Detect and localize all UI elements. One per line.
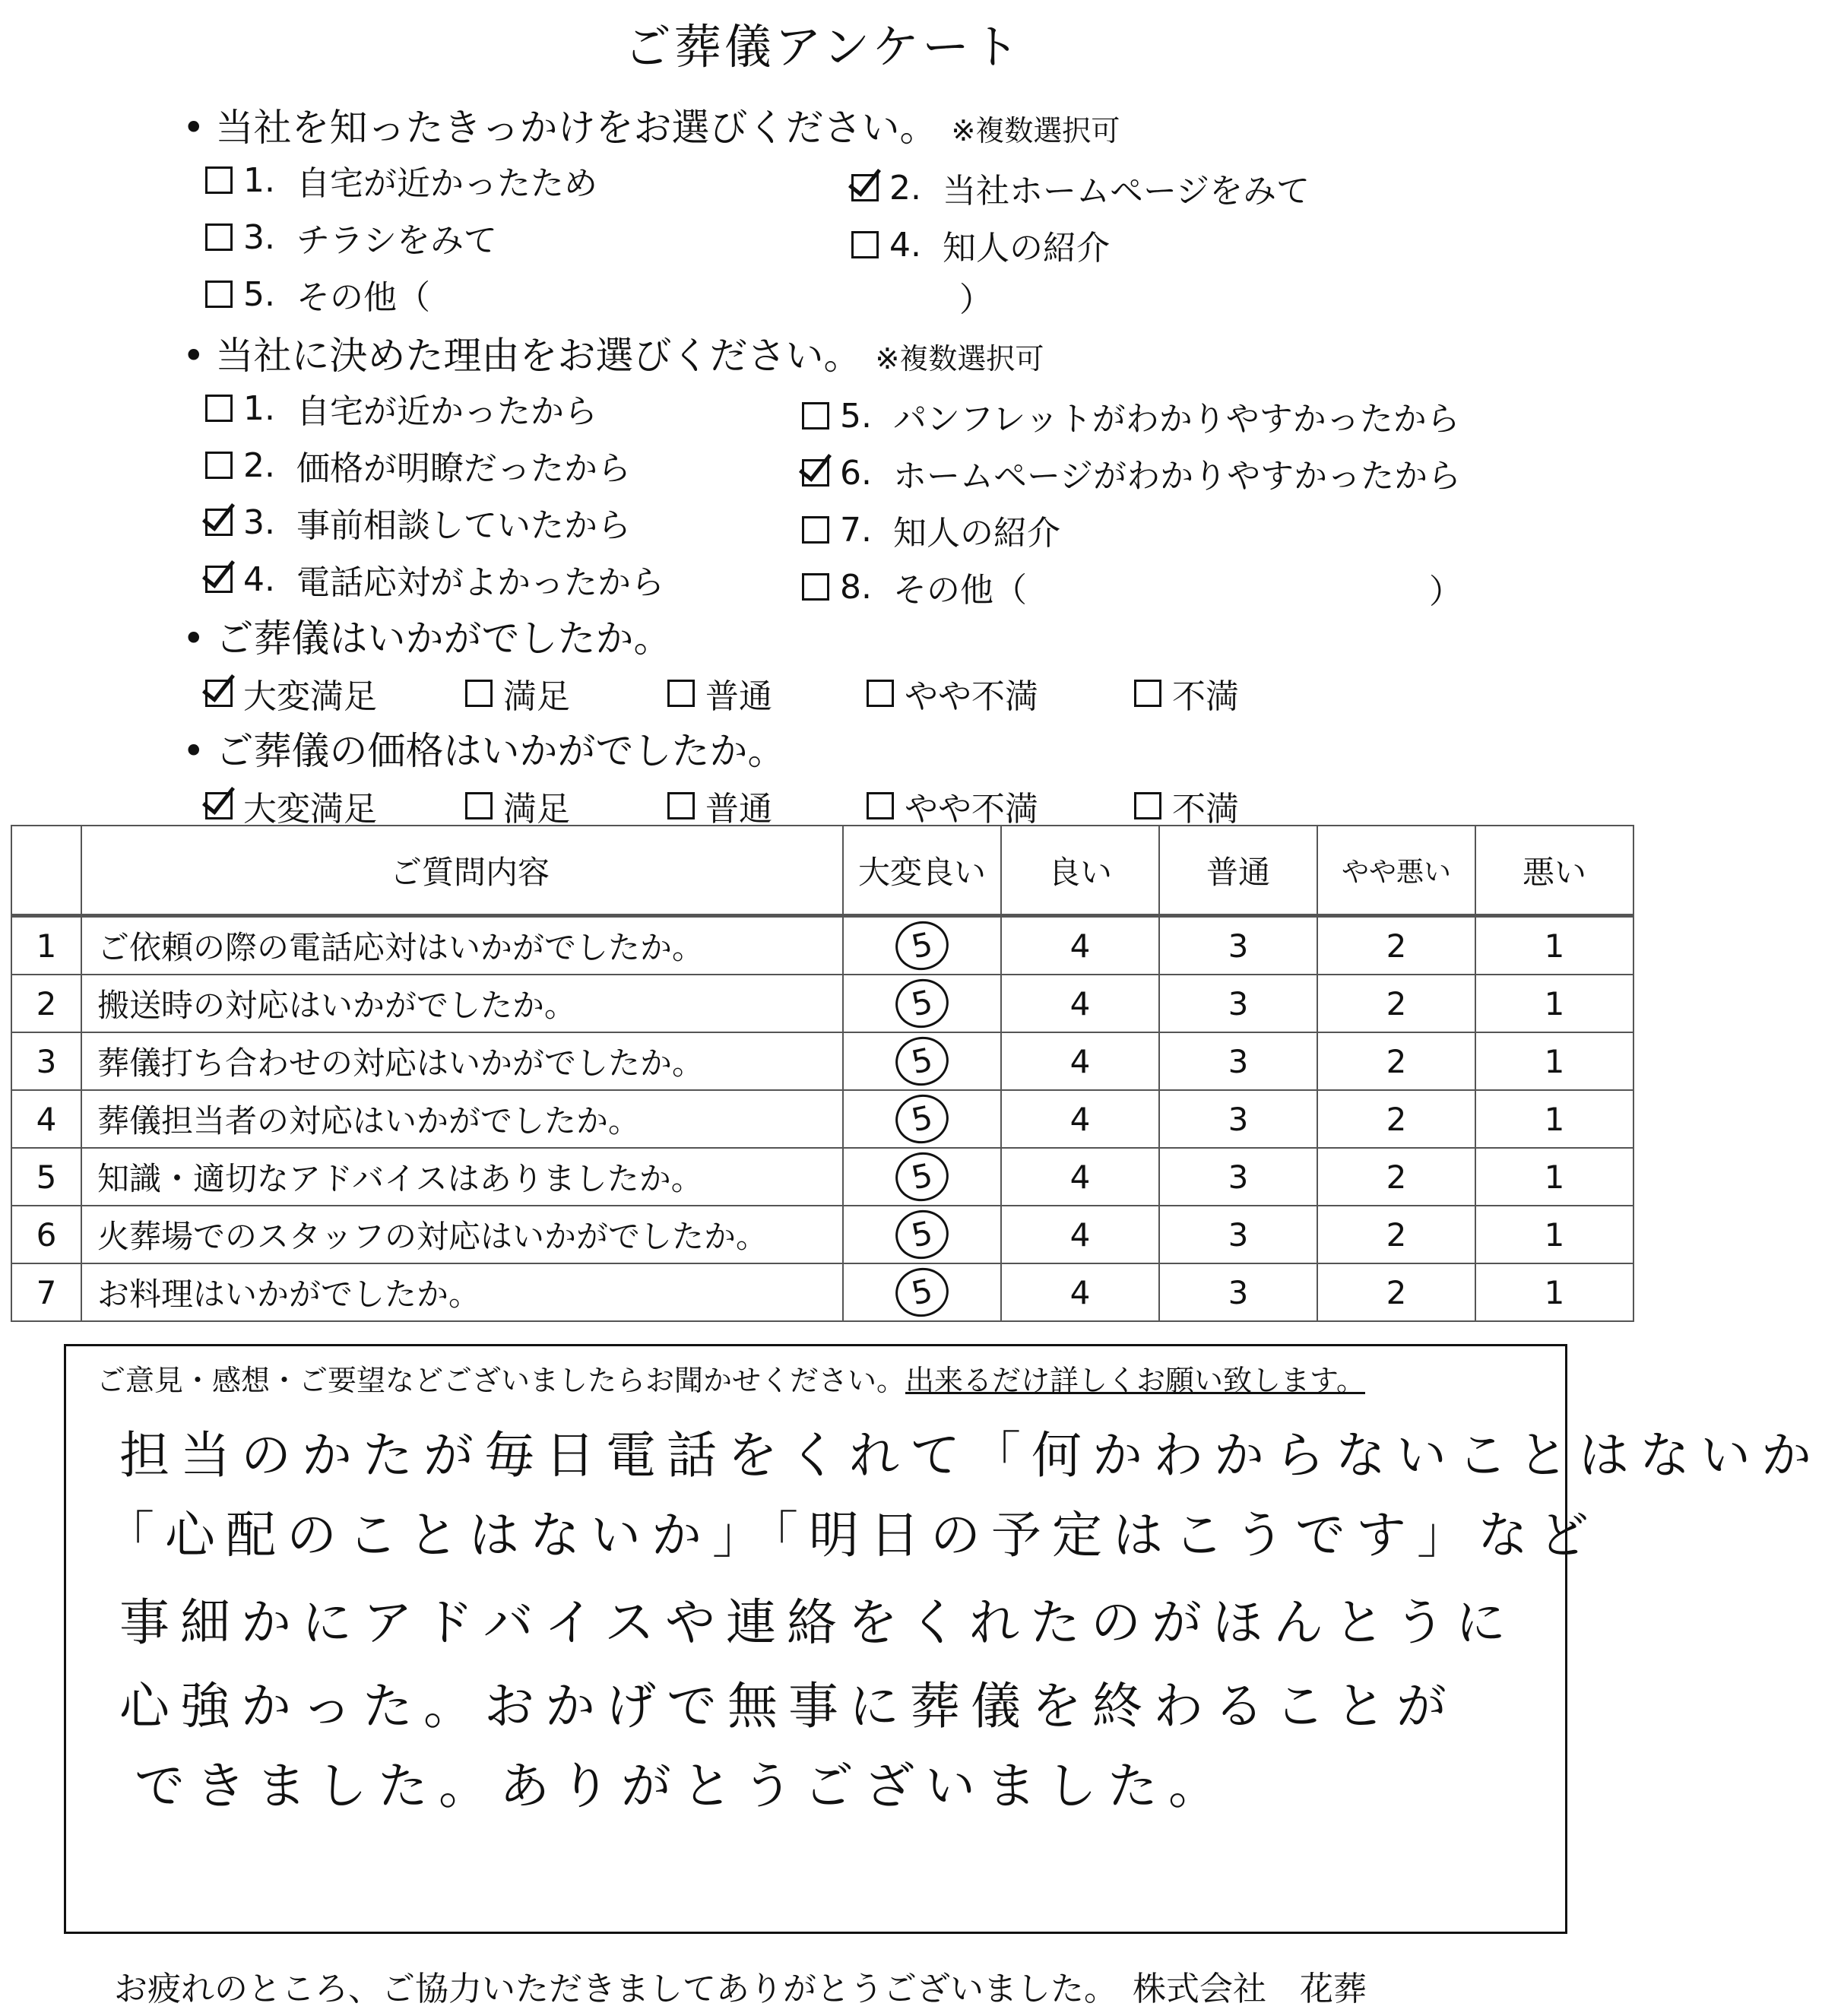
score-cell[interactable] xyxy=(1317,1032,1475,1090)
option-q4-2[interactable] xyxy=(465,781,570,830)
handwritten-line: できました。ありがとうございました。 xyxy=(135,1757,1229,1815)
option-number: 5. xyxy=(840,396,872,436)
score-value: 3 xyxy=(1228,1273,1249,1311)
option-number: 1. xyxy=(243,388,275,428)
option-label: 普通 xyxy=(705,677,772,716)
question-funeral-satisfaction xyxy=(182,608,672,663)
score-cell[interactable] xyxy=(1317,975,1475,1032)
option-label: 大変満足 xyxy=(243,790,377,829)
score-value: 1 xyxy=(1544,927,1565,965)
option-q2-8[interactable] xyxy=(802,563,1027,611)
checkbox[interactable] xyxy=(465,792,493,819)
score-cell[interactable] xyxy=(1475,1032,1633,1090)
row-number: 2 xyxy=(11,975,81,1032)
score-value: 2 xyxy=(1386,1100,1407,1138)
multi-select-note: ※複数選択可 xyxy=(951,114,1120,147)
score-cell[interactable] xyxy=(1159,1206,1317,1263)
score-cell[interactable] xyxy=(1001,1090,1159,1148)
checkbox[interactable] xyxy=(1134,792,1161,819)
bullet: • xyxy=(182,334,205,378)
option-number: 2. xyxy=(243,445,275,485)
score-value: 2 xyxy=(1386,984,1407,1022)
option-q3-4[interactable] xyxy=(867,669,1038,718)
handwritten-line: 「心配のことはないか」「明日の予定はこうです」など xyxy=(104,1506,1599,1564)
option-q1-3[interactable] xyxy=(205,213,497,262)
score-cell[interactable] xyxy=(843,1148,1001,1206)
header-question: ご質問内容 xyxy=(81,826,843,916)
score-selected: 5 xyxy=(891,1147,953,1206)
row-question: 知識・適切なアドバイスはありましたか。 xyxy=(81,1148,843,1206)
option-number: 4. xyxy=(889,225,921,265)
option-number: 8. xyxy=(840,567,872,607)
table-row xyxy=(11,916,1633,975)
checkbox[interactable] xyxy=(867,792,894,819)
score-cell[interactable] xyxy=(843,975,1001,1032)
option-number: 6. xyxy=(840,453,872,493)
table-row xyxy=(11,1148,1633,1206)
question-how-found xyxy=(182,97,1120,152)
option-label: 自宅が近かったため xyxy=(296,164,597,203)
checkbox[interactable] xyxy=(851,174,879,201)
score-value: 2 xyxy=(1386,1216,1407,1254)
score-cell[interactable] xyxy=(1001,1148,1159,1206)
option-q2-5[interactable] xyxy=(802,391,1460,440)
score-selected: 5 xyxy=(891,1032,953,1090)
score-cell[interactable] xyxy=(843,1263,1001,1321)
score-cell[interactable] xyxy=(1001,975,1159,1032)
row-question: 火葬場でのスタッフの対応はいかがでしたか。 xyxy=(81,1206,843,1263)
score-cell[interactable] xyxy=(1159,975,1317,1032)
checkbox[interactable] xyxy=(802,516,829,544)
option-label: ホームページがわかりやすかったから xyxy=(892,457,1462,496)
score-value: 4 xyxy=(1069,1216,1091,1254)
checkbox[interactable] xyxy=(802,402,829,430)
table-row xyxy=(11,1032,1633,1090)
score-cell[interactable] xyxy=(1475,1090,1633,1148)
question-price-satisfaction xyxy=(182,721,786,775)
score-value: 3 xyxy=(1228,1216,1249,1254)
row-question: 葬儀担当者の対応はいかがでしたか。 xyxy=(81,1090,843,1148)
option-q2-7[interactable] xyxy=(802,506,1060,554)
score-cell[interactable] xyxy=(1317,1148,1475,1206)
table-header-row xyxy=(11,826,1633,916)
option-q2-1[interactable] xyxy=(205,384,597,433)
option-q2-6[interactable] xyxy=(802,449,1461,497)
option-q3-3[interactable] xyxy=(667,669,772,718)
score-value: 3 xyxy=(1228,984,1249,1022)
option-label: 満足 xyxy=(503,790,570,829)
handwritten-line: 事細かにアドバイスや連絡をくれたのがほんとうに xyxy=(119,1593,1517,1652)
option-q1-2[interactable] xyxy=(851,163,1310,212)
option-number: 3. xyxy=(243,502,275,542)
score-cell[interactable] xyxy=(1159,1263,1317,1321)
score-value: 3 xyxy=(1228,1100,1249,1138)
row-number: 3 xyxy=(11,1032,81,1090)
question-label: 当社を知ったきっかけをお選びください。 xyxy=(215,106,938,150)
handwritten-line: 心強かった。おかげで無事に葬儀を終わることが xyxy=(119,1677,1457,1735)
rating-table xyxy=(11,825,1634,1322)
option-label: やや不満 xyxy=(905,790,1038,829)
row-question: 搬送時の対応はいかがでしたか。 xyxy=(81,975,843,1032)
checkbox[interactable] xyxy=(867,680,894,707)
option-label: チラシをみて xyxy=(296,221,497,260)
score-cell[interactable] xyxy=(1475,1263,1633,1321)
score-selected: 5 xyxy=(891,1205,953,1263)
score-value: 1 xyxy=(1544,1158,1565,1196)
option-number: 4. xyxy=(243,559,275,599)
row-question: ご依頼の際の電話応対はいかがでしたか。 xyxy=(81,916,843,975)
option-number: 7. xyxy=(840,510,872,550)
option-label: その他（ xyxy=(892,571,1027,610)
company-name: 株式会社 花葬 xyxy=(1133,1970,1367,2008)
checkbox[interactable] xyxy=(205,281,233,308)
option-q3-2[interactable] xyxy=(465,669,570,718)
score-cell[interactable] xyxy=(1159,1148,1317,1206)
score-cell[interactable] xyxy=(1317,1263,1475,1321)
score-cell[interactable] xyxy=(1159,916,1317,975)
question-label: ご葬儀の価格はいかがでしたか。 xyxy=(215,729,786,773)
footer xyxy=(114,1961,1367,2010)
header-scale: 大変良い xyxy=(843,826,1001,916)
score-cell[interactable] xyxy=(1317,916,1475,975)
option-q1-4[interactable] xyxy=(851,220,1110,269)
other-close-paren: ） xyxy=(959,281,993,319)
header-scale: 悪い xyxy=(1475,826,1633,916)
score-value: 2 xyxy=(1386,927,1407,965)
header-scale: やや悪い xyxy=(1317,826,1475,916)
option-label: 電話応対がよかったから xyxy=(296,563,664,602)
option-number: 2. xyxy=(889,168,921,208)
score-value: 3 xyxy=(1228,927,1249,965)
header-number xyxy=(11,826,81,916)
checkbox[interactable] xyxy=(667,680,695,707)
score-cell[interactable] xyxy=(1475,1148,1633,1206)
score-value: 4 xyxy=(1069,1158,1091,1196)
option-q3-5[interactable] xyxy=(1134,669,1239,718)
option-label: 当社ホームページをみて xyxy=(942,172,1310,211)
question-label: 当社に決めた理由をお選びください。 xyxy=(215,334,862,378)
checkbox[interactable] xyxy=(205,166,233,194)
option-q4-5[interactable] xyxy=(1134,781,1239,830)
score-selected: 5 xyxy=(891,974,953,1032)
score-value: 1 xyxy=(1544,1042,1565,1080)
checkbox[interactable] xyxy=(205,509,233,536)
checkbox[interactable] xyxy=(205,452,233,479)
score-cell[interactable] xyxy=(843,1032,1001,1090)
option-label: 自宅が近かったから xyxy=(296,392,597,431)
score-cell[interactable] xyxy=(1317,1206,1475,1263)
checkbox[interactable] xyxy=(205,223,233,251)
option-q4-4[interactable] xyxy=(867,781,1038,830)
option-q2-4[interactable] xyxy=(205,555,664,604)
option-q1-1[interactable] xyxy=(205,156,597,204)
option-label: 大変満足 xyxy=(243,677,377,716)
handwritten-line: 担当のかたが毎日電話をくれて「何かわからないことはないか xyxy=(119,1426,1822,1485)
option-number: 5. xyxy=(243,274,275,314)
option-q4-1[interactable] xyxy=(205,781,377,830)
option-q2-2[interactable] xyxy=(205,441,631,490)
score-selected: 5 xyxy=(891,916,953,975)
table-row xyxy=(11,1206,1633,1263)
score-cell[interactable] xyxy=(1001,916,1159,975)
row-number: 6 xyxy=(11,1206,81,1263)
score-cell[interactable] xyxy=(1159,1032,1317,1090)
score-cell[interactable] xyxy=(1001,1206,1159,1263)
score-value: 2 xyxy=(1386,1042,1407,1080)
option-q1-5[interactable] xyxy=(205,270,430,319)
checkbox[interactable] xyxy=(205,680,233,707)
checkbox[interactable] xyxy=(802,459,829,487)
row-number: 4 xyxy=(11,1090,81,1148)
row-number: 7 xyxy=(11,1263,81,1321)
checkbox[interactable] xyxy=(802,573,829,601)
bullet: • xyxy=(182,729,205,773)
score-cell[interactable] xyxy=(843,1090,1001,1148)
comment-prompt xyxy=(97,1357,1365,1399)
score-value: 4 xyxy=(1069,1042,1091,1080)
header-scale: 普通 xyxy=(1159,826,1317,916)
row-question: 葬儀打ち合わせの対応はいかがでしたか。 xyxy=(81,1032,843,1090)
comment-prompt-text: ご意見・感想・ご要望などございましたらお聞かせください。 xyxy=(97,1364,906,1397)
score-value: 3 xyxy=(1228,1158,1249,1196)
score-value: 2 xyxy=(1386,1273,1407,1311)
score-cell[interactable] xyxy=(843,1206,1001,1263)
score-value: 1 xyxy=(1544,1216,1565,1254)
score-value: 1 xyxy=(1544,1100,1565,1138)
score-cell[interactable] xyxy=(843,916,1001,975)
score-cell[interactable] xyxy=(1001,1263,1159,1321)
option-label: 満足 xyxy=(503,677,570,716)
score-value: 1 xyxy=(1544,1273,1565,1311)
question-label: ご葬儀はいかがでしたか。 xyxy=(215,617,672,661)
checkbox[interactable] xyxy=(205,566,233,593)
checkbox[interactable] xyxy=(465,680,493,707)
option-label: 事前相談していたから xyxy=(296,506,631,545)
score-value: 4 xyxy=(1069,927,1091,965)
bullet: • xyxy=(182,617,205,661)
score-selected: 5 xyxy=(891,1089,953,1148)
row-question: お料理はいかがでしたか。 xyxy=(81,1263,843,1321)
row-number: 5 xyxy=(11,1148,81,1206)
question-why-chosen xyxy=(182,325,1044,380)
option-q2-3[interactable] xyxy=(205,498,631,547)
checkbox[interactable] xyxy=(667,792,695,819)
score-value: 4 xyxy=(1069,1273,1091,1311)
score-cell[interactable] xyxy=(1317,1090,1475,1148)
multi-select-note: ※複数選択可 xyxy=(875,342,1044,376)
option-label: その他（ xyxy=(296,278,430,317)
score-selected: 5 xyxy=(891,1263,953,1321)
comment-prompt-emphasis: 出来るだけ詳しくお願い致します。 xyxy=(905,1364,1365,1397)
option-q3-1[interactable] xyxy=(205,669,377,718)
header-scale: 良い xyxy=(1001,826,1159,916)
score-cell[interactable] xyxy=(1475,975,1633,1032)
checkbox[interactable] xyxy=(1134,680,1161,707)
score-value: 4 xyxy=(1069,984,1091,1022)
table-row xyxy=(11,975,1633,1032)
table-row xyxy=(11,1090,1633,1148)
bullet: • xyxy=(182,106,205,150)
checkbox[interactable] xyxy=(851,231,879,258)
option-number: 3. xyxy=(243,217,275,257)
score-cell[interactable] xyxy=(1475,1206,1633,1263)
checkbox[interactable] xyxy=(205,395,233,422)
score-cell[interactable] xyxy=(1001,1032,1159,1090)
option-number: 1. xyxy=(243,160,275,200)
score-cell[interactable] xyxy=(1159,1090,1317,1148)
option-label: 知人の紹介 xyxy=(942,229,1110,268)
option-label: 知人の紹介 xyxy=(892,514,1060,553)
comment-box xyxy=(64,1344,1822,1934)
option-label: 不満 xyxy=(1172,790,1239,829)
other-close-paren: ） xyxy=(1429,572,1462,611)
option-label: 価格が明瞭だったから xyxy=(296,449,631,488)
table-row xyxy=(11,1263,1633,1321)
score-value: 4 xyxy=(1069,1100,1091,1138)
option-label: 不満 xyxy=(1172,677,1239,716)
row-number: 1 xyxy=(11,916,81,975)
option-label: 普通 xyxy=(705,790,772,829)
score-cell[interactable] xyxy=(1475,916,1633,975)
footer-thanks: お疲れのところ、ご協力いただきましてありがとうございました。 xyxy=(114,1970,1117,2008)
score-value: 2 xyxy=(1386,1158,1407,1196)
option-label: パンフレットがわかりやすかったから xyxy=(892,400,1460,439)
score-value: 1 xyxy=(1544,984,1565,1022)
score-value: 3 xyxy=(1228,1042,1249,1080)
page-title: ご葬儀アンケート xyxy=(623,19,1023,74)
option-q4-3[interactable] xyxy=(667,781,772,830)
option-label: やや不満 xyxy=(905,677,1038,716)
checkbox[interactable] xyxy=(205,792,233,819)
